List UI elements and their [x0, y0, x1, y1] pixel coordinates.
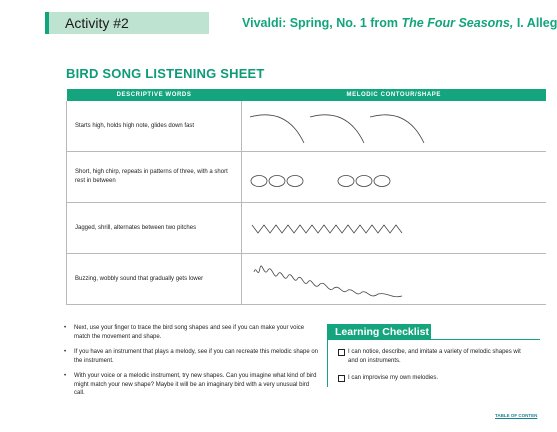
bullet-icon: •: [64, 373, 67, 379]
row-shape-cell: [242, 203, 547, 254]
checkbox[interactable]: [338, 375, 345, 382]
activity-label: Activity #2: [45, 12, 209, 34]
wobble-icon: [242, 254, 547, 304]
bullet-icon: •: [64, 325, 67, 331]
checklist-item: [338, 374, 548, 383]
table-row: [67, 101, 547, 152]
piece-title-work: The Four Seasons,: [401, 16, 514, 30]
checklist-item-line1: I can notice, describe, and imitate a variety of melodic shapes wit: [348, 349, 521, 355]
listening-table: [66, 89, 546, 305]
instruction-text: Next, use your finger to trace the bird song shapes and see if you can make your voice match the movement and shape.: [74, 325, 305, 340]
table-of-contents-link[interactable]: TABLE OF CONTEN: [495, 413, 538, 418]
checklist-item-line1: I can improvise my own melodies.: [348, 375, 439, 381]
arcs-icon: [242, 101, 547, 151]
piece-title: [242, 13, 557, 33]
table-row: [67, 254, 547, 305]
checklist-title: Learning Checklist: [327, 324, 431, 340]
zigzag-icon: [242, 203, 547, 253]
row-shape-cell: [242, 254, 547, 305]
table-row: [67, 203, 547, 254]
instructions-list: [64, 324, 320, 405]
column-header-melodic-contour: MELODIC CONTOUR/SHAPE: [242, 89, 547, 101]
instruction-text: If you have an instrument that plays a melody, see if you can recreate this melodic shape on the instrument.: [74, 349, 319, 364]
row-description: Starts high, holds high note, glides down fast: [67, 101, 242, 152]
row-description: Buzzing, wobbly sound that gradually gets lower: [67, 254, 242, 305]
piece-title-suffix: I. Alleg: [513, 16, 557, 30]
row-shape-cell: [242, 101, 547, 152]
row-shape-cell: [242, 152, 547, 203]
row-description: Jagged, shrill, alternates between two pitches: [67, 203, 242, 254]
bullet-icon: •: [64, 349, 67, 355]
ovals-icon: [242, 152, 547, 202]
checklist-item: [338, 348, 548, 365]
instruction-text: With your voice or a melodic instrument, try new shapes. Can you imagine what kind of bird might match your new shape? Maybe it will be an imaginary bird with a very unusual bird call.: [74, 373, 317, 396]
header-bar: [0, 0, 557, 46]
list-item: [64, 348, 320, 365]
row-description: Short, high chirp, repeats in patterns of three, with a short rest in between: [67, 152, 242, 203]
table-row: [67, 152, 547, 203]
checkbox[interactable]: [338, 349, 345, 356]
piece-title-prefix: Vivaldi: Spring, No. 1 from: [242, 16, 402, 30]
sheet-title: BIRD SONG LISTENING SHEET: [66, 66, 265, 81]
list-item: [64, 372, 320, 398]
table-header-row: [67, 89, 547, 101]
list-item: [64, 324, 320, 341]
column-header-descriptive-words: DESCRIPTIVE WORDS: [67, 89, 242, 101]
checklist-rail: [327, 339, 328, 387]
checklist-item-line2: and on instruments.: [348, 357, 401, 364]
checklist-divider: [431, 339, 540, 340]
